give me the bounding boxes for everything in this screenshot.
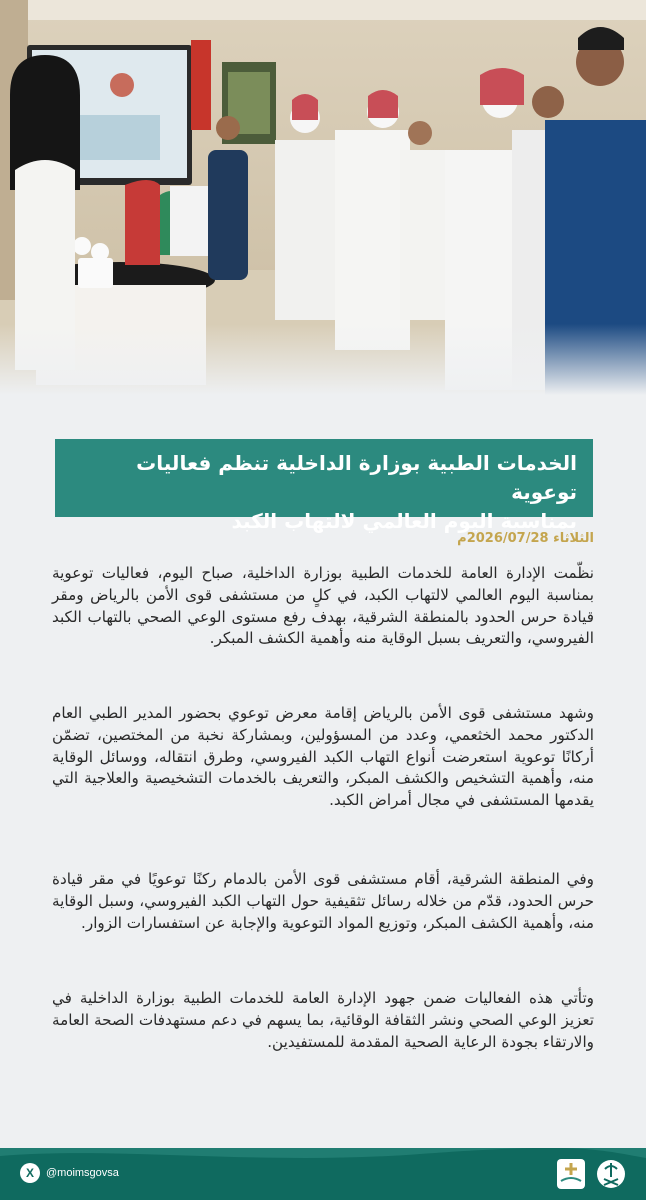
x-icon: X [20, 1163, 40, 1183]
ministry-emblem-icon [596, 1157, 626, 1191]
paragraph-2: وشهد مستشفى قوى الأمن بالرياض إقامة معرض توعوي بحضور المدير الطبي العام الدكتور محمد الخثعمي، وعدد من المسؤولين، وبمشاركة نخبة من المختصين، تضمّن أركانًا توعوية استعرضت أنواع التهاب الكبد الفيروسي، وطرق انتقاله، ووسائل الوقاية منه، وأهمية التشخيص والكشف المبكر، والتعريف بالخدمات التشخيصية والعلاجية التي يقدمها المستشفى في مجال أمراض الكبد. [52, 704, 594, 810]
social-handle: @moimsgovsa [46, 1167, 119, 1179]
medical-services-logo-icon [555, 1157, 587, 1191]
social-handle-link[interactable] [20, 1163, 119, 1183]
event-photo [0, 0, 646, 395]
headline-line-1: الخدمات الطبية بوزارة الداخلية تنظم فعاليات توعوية [136, 451, 577, 504]
publish-date: الثلاثاء 2026/07/28م [457, 531, 594, 546]
paragraph-4: وتأتي هذه الفعاليات ضمن جهود الإدارة العامة للخدمات الطبية بوزارة الداخلية في تعزيز الوعي الصحي ونشر الثقافة الوقائية، بما يسهم في دعم مستهدفات الصحة العامة والارتقاء بجودة الرعاية الصحية المقدمة للمستفيدين. [52, 989, 594, 1051]
article [0, 395, 646, 1150]
paragraph-1: نظّمت الإدارة العامة للخدمات الطبية بوزارة الداخلية، صباح اليوم، فعاليات توعوية بمناسبة اليوم العالمي لالتهاب الكبد، في كلٍ من مستشفى قوى الأمن بالرياض ومقر قيادة حرس الحدود بالمنطقة الشرقية، بهدف رفع مستوى الوعي الصحي بالتهاب الكبد الفيروسي، والتعريف بسبل الوقاية منه وأهمية الكشف المبكر. [52, 564, 594, 648]
paragraph-3: وفي المنطقة الشرقية، أقام مستشفى قوى الأمن بالدمام ركنًا توعويًا في مقر قيادة حرس الحدود، قدّم من خلاله رسائل تثقيفية حول التهاب الكبد الفيروسي، وسبل الوقاية منه، وأهمية الكشف المبكر، وتوزيع المواد التوعوية والإجابة عن استفسارات الزوار. [52, 870, 594, 932]
footer [0, 1148, 646, 1200]
headline-line-2: بمناسبة اليوم العالمي لالتهاب الكبد [231, 509, 577, 533]
headline-banner [55, 439, 593, 533]
